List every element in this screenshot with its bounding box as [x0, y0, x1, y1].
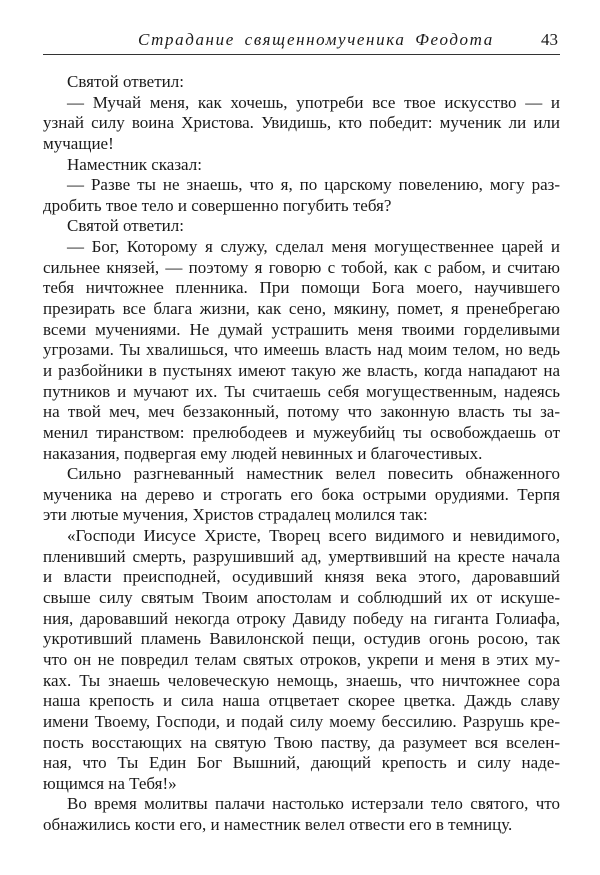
text-line: путников и мучают их. Ты считаешь себя могущественным, надеясь [43, 381, 560, 401]
text-line: свыше силу святым Твоим апостолам и соблюдший их от искуше- [43, 588, 560, 608]
text-line: дробить твое тело и совершенно погубить тебя? [43, 195, 392, 215]
text-line: эти лютые мучения, Христов страдалец молился так: [43, 505, 428, 525]
text-line: ния, даровавший некогда отроку Давиду победу на гиганта Голиафа, [43, 608, 560, 628]
text-line: пость восстающих на святую Твою паству, да разумеет вся вселен- [43, 732, 560, 752]
text-line: сильнее князей, — поэтому я говорю с тобой, как с рабом, и считаю [43, 257, 560, 277]
text-line: ках. Ты знаешь человеческую немощь, знаешь, что ничтожнее сора [43, 670, 560, 690]
text-line: Наместник сказал: [67, 154, 202, 174]
text-line: менил тиранством: прелюбодеев и мужеубийц ты освобождаешь от [43, 422, 560, 442]
text-line: всеми мучениями. Не думай устрашить меня твоими горделивыми [43, 319, 560, 339]
text-line: и власти преисподней, осудивший князя века этого, даровавший [43, 567, 560, 587]
text-line: угрозами. Ты хвалишься, что имеешь власть над моим телом, но ведь [43, 340, 560, 360]
text-line: ющимся на Тебя!» [43, 773, 177, 793]
text-line: «Господи Иисусе Христе, Творец всего видимого и невидимого, [67, 526, 560, 546]
text-line: узнай силу воина Христова. Увидишь, кто победит: мученик ли или [43, 113, 560, 133]
text-line: ная, что Ты Един Бог Вышний, дающий крепость и силу наде- [43, 753, 560, 773]
text-line: презирать все блага жизни, как сено, мякину, помет, я пренебрегаю [43, 299, 560, 319]
text-line: имени Твоему, Господи, и подай силу моему бессилию. Разрушь кре- [43, 711, 560, 731]
text-line: наказания, подвергая ему людей невинных и благочестивых. [43, 443, 483, 463]
text-line: — Разве ты не знаешь, что я, по царскому повелению, могу раз- [67, 175, 560, 195]
running-header [43, 28, 560, 55]
text-line: на твой меч, меч беззаконный, потому что законную власть ты за- [43, 402, 560, 422]
text-line: мучащие! [43, 133, 114, 153]
page-number: 43 [541, 30, 558, 49]
text-line: мученика на дерево и строгать его бока острыми орудиями. Терпя [43, 484, 560, 504]
text-line: тебя ничтожнее пленника. При помощи Бога моего, научившего [43, 278, 560, 298]
text-line: укротивший пламень Вавилонской пещи, остудив огонь росою, так [43, 629, 560, 649]
text-line: — Бог, Которому я служу, сделал меня могущественнее царей и [67, 237, 560, 257]
text-line: обнажились кости его, и наместник велел отвести его в темницу. [43, 815, 513, 835]
body-text [43, 72, 560, 836]
text-line: пленивший смерть, разрушивший ад, умертвивший на кресте начала [43, 546, 560, 566]
text-line: Святой ответил: [67, 216, 184, 236]
text-line: наша крепость и сила наша отцветает скорее цветка. Даждь славу [43, 691, 560, 711]
text-line: Святой ответил: [67, 72, 184, 91]
text-line: — Мучай меня, как хочешь, употреби все твое искусство — и [67, 92, 560, 112]
running-title: Страдание священномученика Феодота [138, 30, 494, 49]
text-line: Во время молитвы палачи настолько истерзали тело святого, что [67, 794, 560, 814]
text-line: и разбойники в пустынях имеют такую же власть, когда нападают на [43, 360, 560, 380]
text-line: Сильно разгневанный наместник велел повесить обнаженного [67, 464, 560, 484]
text-line: что он не повредил телам святых отроков, укрепи и меня в этих му- [43, 649, 560, 669]
